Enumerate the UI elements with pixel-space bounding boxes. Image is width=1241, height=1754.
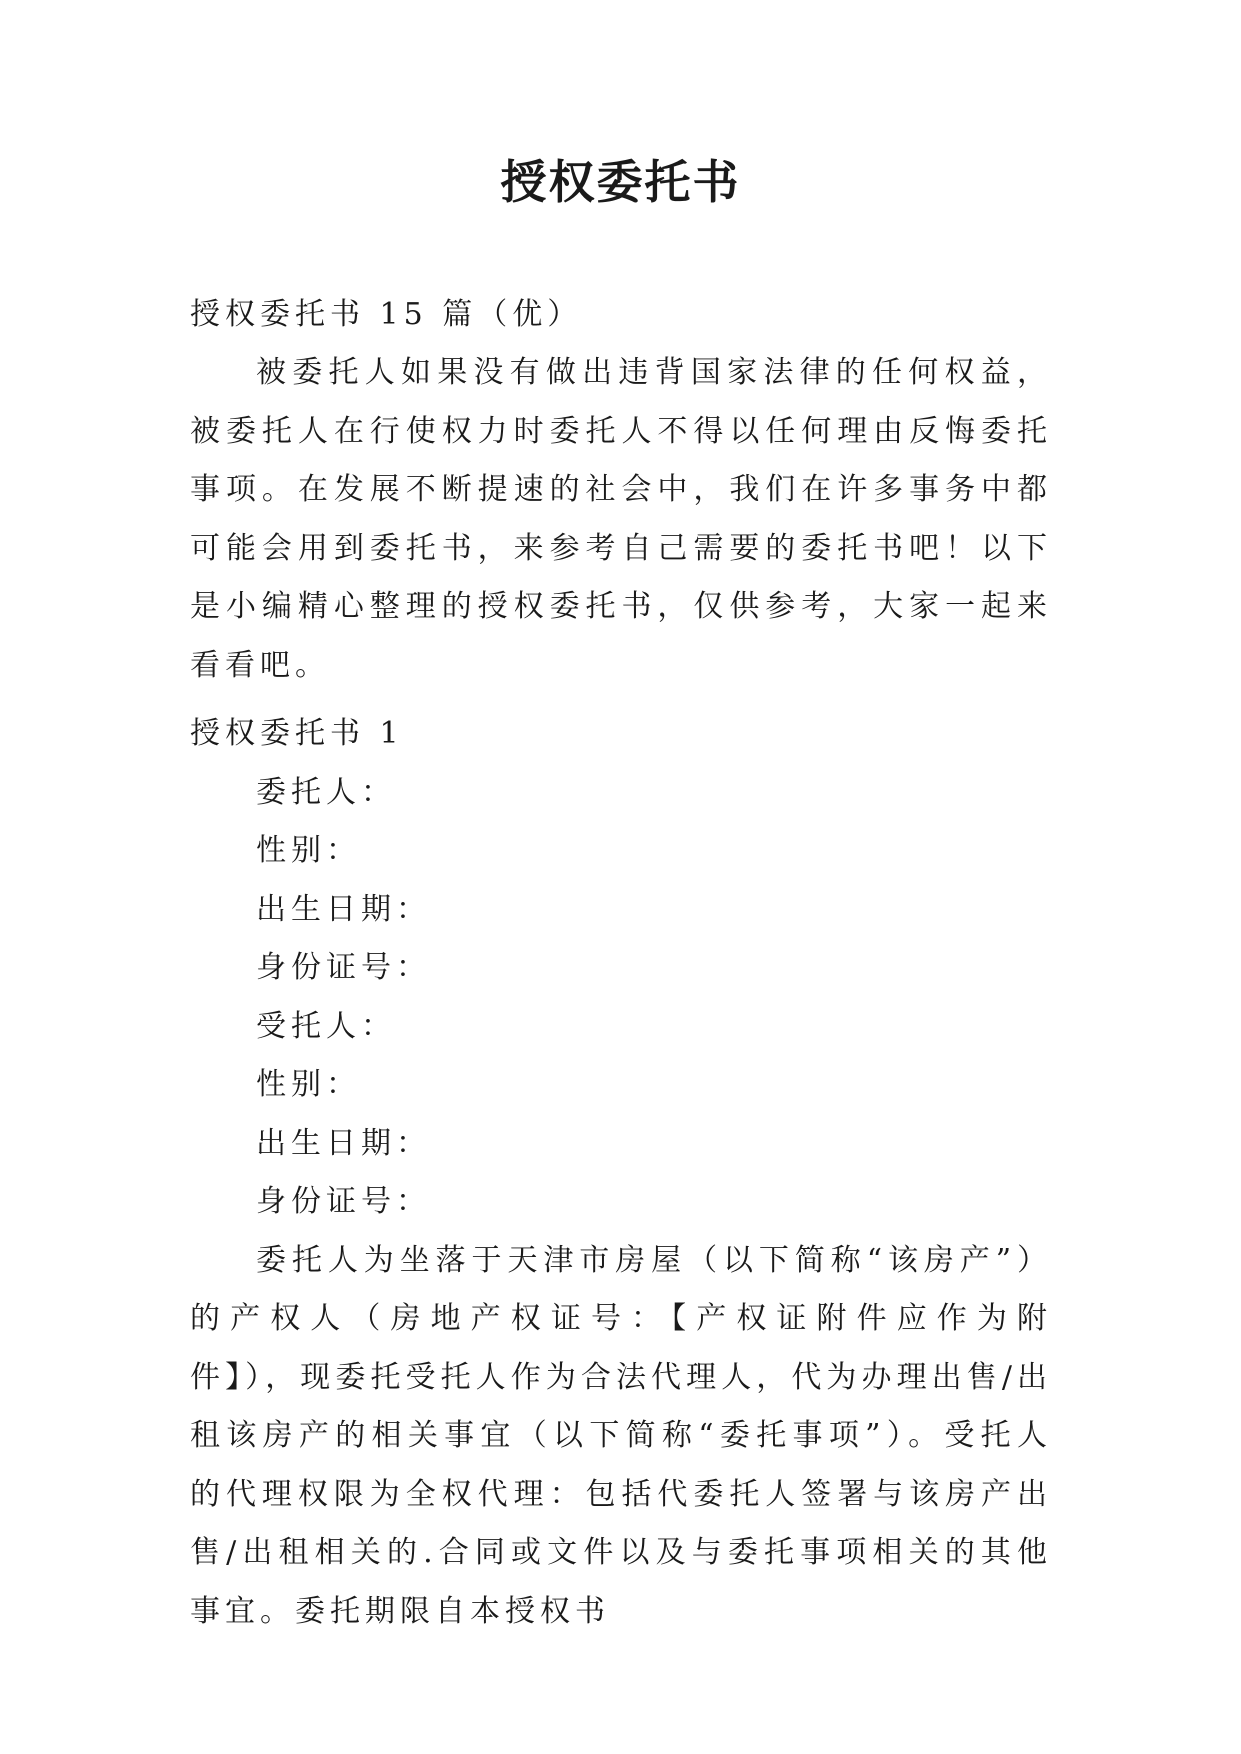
document-title: 授权委托书 — [500, 155, 741, 209]
intro-paragraph-block — [190, 344, 1052, 695]
field-agent-gender: 性别： — [256, 1067, 361, 1102]
field-principal-birthdate: 出生日期： — [256, 891, 431, 927]
section-1-heading: 授权委托书 1 — [190, 716, 404, 751]
document-subtitle — [190, 286, 1052, 345]
field-principal-gender: 性别： — [256, 833, 361, 868]
section-1 — [190, 705, 1052, 1641]
section-1-body-paragraph: 委托人为坐落于天津市房屋（以下简称“该房产”）的产权人（房地产权证号：【产权证附件应作为附件】），现委托受托人作为合法代理人，代为办理出售/出租该房产的相关事宜（以下简称“委托事项”）。受托人的代理权限为全权代理：包括代委托人签署与该房产出售/出租相关的.合同或文件以及与委托事项相关的其他事宜。委托期限自本授权书 — [190, 1242, 1052, 1629]
intro-paragraph: 被委托人如果没有做出违背国家法律的任何权益，被委托人在行使权力时委托人不得以任何理由反悔委托事项。在发展不断提速的社会中，我们在许多事务中都可能会用到委托书，来参考自己需要的委托书吧！以下是小编精心整理的授权委托书，仅供参考，大家一起来看看吧。 — [190, 355, 1052, 683]
field-principal-id-number: 身份证号： — [256, 950, 431, 985]
field-agent-id-number: 身份证号： — [256, 1184, 431, 1219]
field-agent: 受托人： — [256, 1008, 396, 1044]
subtitle-text: 授权委托书 15 篇（优） — [190, 297, 583, 332]
field-agent-birthdate: 出生日期： — [256, 1125, 431, 1161]
field-principal: 委托人： — [256, 774, 396, 810]
